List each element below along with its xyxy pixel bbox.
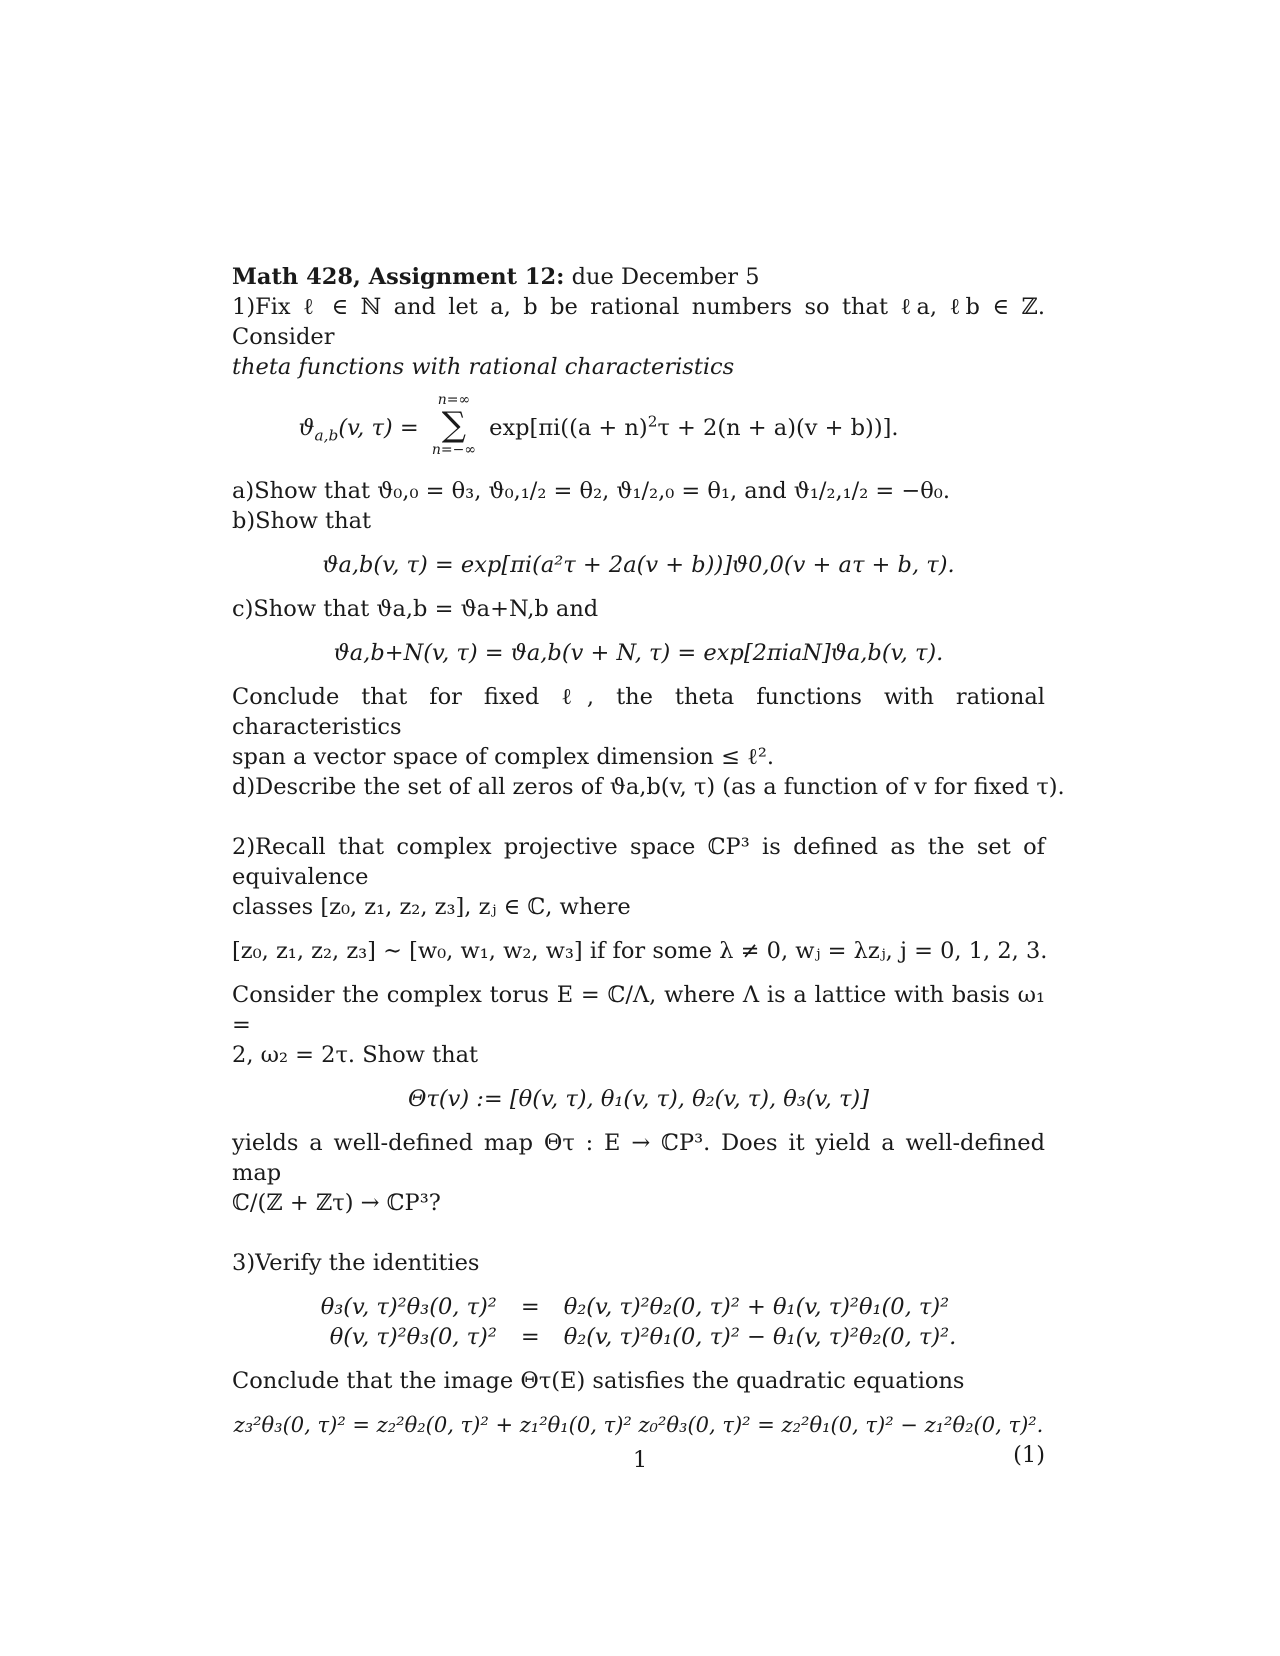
spacer <box>232 462 1045 476</box>
conclusion-line1: Conclude that for fixed ℓ, the theta functions with rational characteristics <box>232 684 1045 740</box>
problem1-intro-line1: 1)Fix ℓ ∈ ℕ and let a, b be rational numbers so that ℓa, ℓb ∈ ℤ. Consider <box>232 294 1045 350</box>
assignment-title <box>232 262 1045 292</box>
problem3-line1: 3)Verify the identities <box>232 1250 480 1276</box>
part-b: b)Show that <box>232 508 372 534</box>
equivalence-equation: [z₀, z₁, z₂, z₃] ∼ [w₀, w₁, w₂, w₃] if for some λ ≠ 0, wⱼ = λzⱼ, j = 0, 1, 2, 3. <box>232 938 1048 964</box>
torus-line2: 2, ω₂ = 2τ. Show that <box>232 1042 479 1068</box>
part-c: c)Show that ϑa,b = ϑa+N,b and <box>232 596 599 622</box>
problem1-intro-line2: theta functions with rational characteristics <box>232 354 735 380</box>
document-page <box>232 262 1065 1470</box>
spacer <box>232 1114 1045 1128</box>
identity-lhs: θ(v, τ)²θ₃(0, τ)² <box>329 1324 497 1350</box>
summation <box>432 392 476 458</box>
theta-definition-equation <box>192 392 1005 462</box>
theta-subscript: a,b <box>314 426 339 445</box>
spacer <box>232 922 1045 936</box>
theta-symbol: ϑ <box>298 415 315 441</box>
exp-power: 2 <box>647 412 658 431</box>
spacer <box>232 536 1045 550</box>
identity-relation: = <box>520 1324 540 1350</box>
spacer <box>232 1278 1045 1292</box>
yields-line2: ℂ/(ℤ + ℤτ) → ℂP³? <box>232 1190 441 1216</box>
part-a: a)Show that ϑ₀,₀ = θ₃, ϑ₀,₁/₂ = θ₂, ϑ₁/₂,₀ = θ₁, and ϑ₁/₂,₁/₂ = −θ₀. <box>232 478 950 504</box>
exp-term-rest: τ + 2(n + a)(v + b))]. <box>657 415 899 441</box>
identity-row <box>315 1322 963 1352</box>
torus-line1: Consider the complex torus E = ℂ/Λ, where Λ is a lattice with basis ω₁ = <box>232 982 1045 1038</box>
identity-rhs: θ₂(v, τ)²θ₂(0, τ)² + θ₁(v, τ)²θ₁(0, τ)² <box>563 1294 950 1320</box>
part-d: d)Describe the set of all zeros of ϑa,b(v, τ) (as a function of v for fixed τ). <box>232 774 1065 800</box>
sum-upper-limit: n=∞ <box>437 392 471 408</box>
theta-map-equation: Θτ(v) := [θ(v, τ), θ₁(v, τ), θ₂(v, τ), θ₃(v, τ)] <box>407 1086 869 1112</box>
spacer <box>232 1352 1045 1366</box>
sum-lower-limit: n=−∞ <box>431 442 476 458</box>
spacer <box>232 802 1045 832</box>
spacer <box>232 624 1045 638</box>
yields-line1: yields a well-defined map Θτ : E → ℂP³. Does it yield a well-defined map <box>232 1130 1045 1186</box>
identity-rhs: θ₂(v, τ)²θ₁(0, τ)² − θ₁(v, τ)²θ₂(0, τ)². <box>563 1324 957 1350</box>
problem2-line2: classes [z₀, z₁, z₂, z₃], zⱼ ∈ ℂ, where <box>232 894 631 920</box>
spacer <box>232 1070 1045 1084</box>
sigma-icon: ∑ <box>441 405 467 445</box>
identity-row <box>315 1292 963 1322</box>
spacer <box>232 668 1045 682</box>
problem3-conclusion: Conclude that the image Θτ(E) satisfies the quadratic equations <box>232 1368 965 1394</box>
title-due-date: due December 5 <box>564 264 760 290</box>
page-number: 1 <box>632 1447 648 1473</box>
spacer <box>232 1396 1045 1410</box>
theta-args: (v, τ) = <box>338 415 419 441</box>
quadratic-equations: z₃²θ₃(0, τ)² = z₂²θ₂(0, τ)² + z₁²θ₁(0, τ)² z₀²θ₃(0, τ)² = z₂²θ₁(0, τ)² − z₁²θ₂(0, τ)². <box>233 1413 1044 1437</box>
identities-table <box>315 1292 963 1352</box>
spacer <box>232 382 1045 396</box>
conclusion-line2: span a vector space of complex dimension ≤ ℓ². <box>232 744 775 770</box>
equation-number: (1) <box>1013 1442 1045 1468</box>
problem2-line1: 2)Recall that complex projective space ℂP³ is defined as the set of equivalence <box>232 834 1045 890</box>
identity-relation: = <box>520 1294 540 1320</box>
spacer <box>232 1218 1045 1248</box>
exp-term: exp[πi((a + n) <box>489 415 648 441</box>
part-c-equation: ϑa,b+N(v, τ) = ϑa,b(v + N, τ) = exp[2πiaN]ϑa,b(v, τ). <box>333 640 944 666</box>
spacer <box>232 580 1045 594</box>
identity-lhs: θ₃(v, τ)²θ₃(0, τ)² <box>320 1294 497 1320</box>
part-b-equation: ϑa,b(v, τ) = exp[πi(a²τ + 2a(v + b))]ϑ0,0(v + aτ + b, τ). <box>322 552 955 578</box>
spacer <box>232 966 1045 980</box>
title-bold: Math 428, Assignment 12: <box>232 264 565 290</box>
